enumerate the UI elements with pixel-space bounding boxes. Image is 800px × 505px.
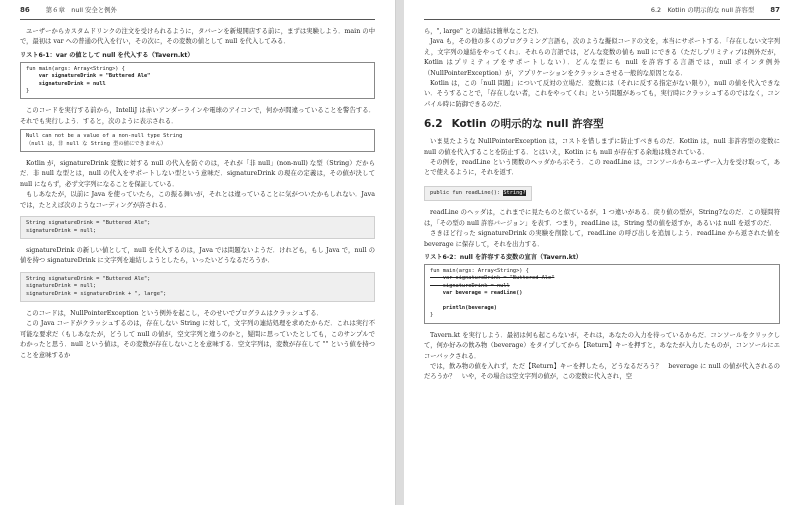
highlighted-type: String? [503, 189, 526, 196]
paragraph: Tavern.kt を実行しよう．最初は何も起こらないが，それは，あなたの入力を待っているからだ．コンソールをクリックして，何か好みの飲み物（beverage）をタイプしてから【Return】キーを押すと，あなたが入力したものが，コンソールにエコーバックされる． [424, 331, 780, 360]
section-number: 6.2 [424, 118, 443, 131]
page-body [20, 27, 375, 361]
paragraph: いま見たような NullPointerException は，コストを惜しまずに防止すべきものだ．Kotlin は，null 非許容型の変数に null の値を代入することを防止する．とはいえ，Kotlin にも null が存在する余地は残されている． [424, 138, 780, 156]
paragraph: このコードは，NullPointerException という例外を起こし，そのせいでプログラムはクラッシュする． [26, 309, 323, 317]
function-signature [424, 186, 532, 201]
code-line: String signatureDrink = "Buttered Ale"; [26, 220, 151, 227]
code-line: Null can not be a value of a non-null type String [26, 133, 183, 140]
code-line: } [430, 312, 434, 319]
code-line: } [26, 88, 30, 95]
code-line: signatureDrink = null; [26, 283, 97, 290]
paragraph: その例を，readLine という関数のヘッダから示そう．この readLine は，コンソールからユーザー入力を受け取って，あとで使えるように，それを返す． [424, 159, 780, 177]
paragraph: もしあなたが，以前に Java を使っていたら，この振る舞いが，それとは違っていることに気がついたかもしれない．Java では，たとえば次のようなコーディングが許される． [20, 191, 375, 209]
chapter-title: 第６章 null 安全と例外 [45, 6, 117, 14]
paragraph: ら，", large" との連結は簡単なことだ)． [424, 28, 543, 35]
code-listing [20, 62, 375, 100]
section-title: Kotlin の明示的な null 許容型 [451, 118, 604, 131]
code-line: var signatureDrink = "Buttered Ale" [26, 73, 151, 80]
section-heading [424, 116, 780, 131]
java-code [20, 272, 375, 302]
page-body [424, 27, 780, 383]
added-code-line: var beverage = readLine() [430, 290, 523, 297]
code-line: fun main(args: Array<String>) { [430, 267, 529, 274]
paragraph: Java も，その他の多くのプログラミング言語も，次のような擬似コードの文を，本当にサポートする．「存在しない文字列え，文字列の連結をやってくれ」．それらの言語では，どんな変数の値も null にできる（ただしプリミティブは例外だが，Kotlin はプリミティブをサポートしない）．どんな型にも null を許容する言語では，null ポインタ例外（NullPointerException）が，アプリケーションをクラッシュさせる一般的な原因となる． [424, 38, 780, 77]
error-output [20, 129, 375, 152]
paragraph: Kotlin は，この「null 問題」について反対の立場だ．変数には（それに反する指定がない限り），null の値を代入できない．そうすることで，「存在しない者，これをやってくれ」という問題があっても，実行時にクラッシュするのではなく，コンパイル時に防御できるのだ． [424, 80, 780, 108]
section-running-title: 6.2 Kotlin の明示的な null 許容型 [650, 6, 755, 14]
right-page [404, 0, 800, 505]
paragraph: readLine のヘッダは，これまでに見たものと似ているが，1 つ違いがある．戻り値の型が，String?なのだ．この疑問符は，「その型の null 許容バージョン」を表す．つまり，readLine は，String 型の値を返すか，あるいは null を返すのだ． [424, 209, 780, 227]
code-listing [424, 264, 780, 324]
paragraph: signatureDrink の新しい値として，null を代入するのは，Java では問題ないようだ．けれども，もし Java で，null の値を持つ signatureDrink に文字列を連結しようとしたら，いったいどうなるだろうか． [20, 246, 375, 265]
paragraph: さきほど行った signatureDrink の実験を削除して，readLine の呼び出しを追加しよう．readLine から返された値を beverage に保存して，それを出力する． [424, 230, 780, 248]
page-number: 87 [770, 5, 780, 14]
added-code-line: println(beverage) [430, 304, 497, 311]
code-text: public fun readLine(): [430, 189, 504, 196]
page-number: 86 [20, 5, 30, 14]
deleted-code-line: var signatureDrink = "Buttered Ale" [430, 275, 555, 282]
paragraph: Kotlin が，signatureDrink 変数に対する null の代入を防ぐのは，それが「非 null」(non-null) な型（String）だからだ．非 null な型とは，null の代入をサポートしない型という意味だ．signatureDrink の現在の定義は，その値が決して null にならず，必ず文字列になることを保証している． [20, 160, 375, 188]
left-page [0, 0, 396, 505]
paragraph: ユーザーからカスタムドリンクの注文を受けられるように，タバーンを新規開店する前に，まずは実験しよう．main の中で，最初は var への普通の代入を行い，その次に，その変数の値として null を代入してみる． [20, 28, 375, 46]
code-line: （null は，非 null な String 型の値にできません） [26, 140, 167, 147]
listing-caption: リスト6-2：null を許容する変数の宣言（Tavern.kt） [424, 253, 582, 261]
paragraph: このコードを実行する前から，IntelliJ は赤いアンダーラインや電球のアイコンで，何かが間違っていることを警告する．それでも実行しよう．すると，次のように表示される． [20, 107, 375, 125]
page-header [424, 0, 780, 20]
blank-line [430, 298, 774, 305]
listing-caption: リスト6-1：var の値として null を代入する（Tavern.kt） [20, 51, 194, 59]
paragraph: この Java コードがクラッシュするのは，存在しない String に対して，文字列の連結処理を求めたからだ．これは実行不可能な要求だ（もしあなたが，どうして null の値が，空文字列と違うのかと，疑問に思っていたとしても，このサンプルでわかったと思う．null という値は，その変数が存在しないことを意味する．空文字列は，変数が存在して "" という値を持つことを意味するか [20, 320, 375, 359]
code-line: signatureDrink = null [26, 80, 106, 87]
paragraph: では，飲み物の値を入れず，ただ【Return】キーを押したら，どうなるだろう？ beverage に null の値が代入されるのだろうか？ いや，その場合は空文字列の値が，この変数に代入され，空 [424, 362, 780, 381]
code-line: signatureDrink = null; [26, 227, 97, 234]
java-code [20, 216, 375, 239]
page-header [20, 0, 375, 20]
deleted-code-line: signatureDrink = null [430, 282, 510, 289]
code-line: fun main(args: Array<String>) { [26, 65, 125, 72]
code-line: String signatureDrink = "Buttered Ale"; [26, 275, 151, 282]
code-line: signatureDrink = signatureDrink + ", large"; [26, 290, 167, 297]
